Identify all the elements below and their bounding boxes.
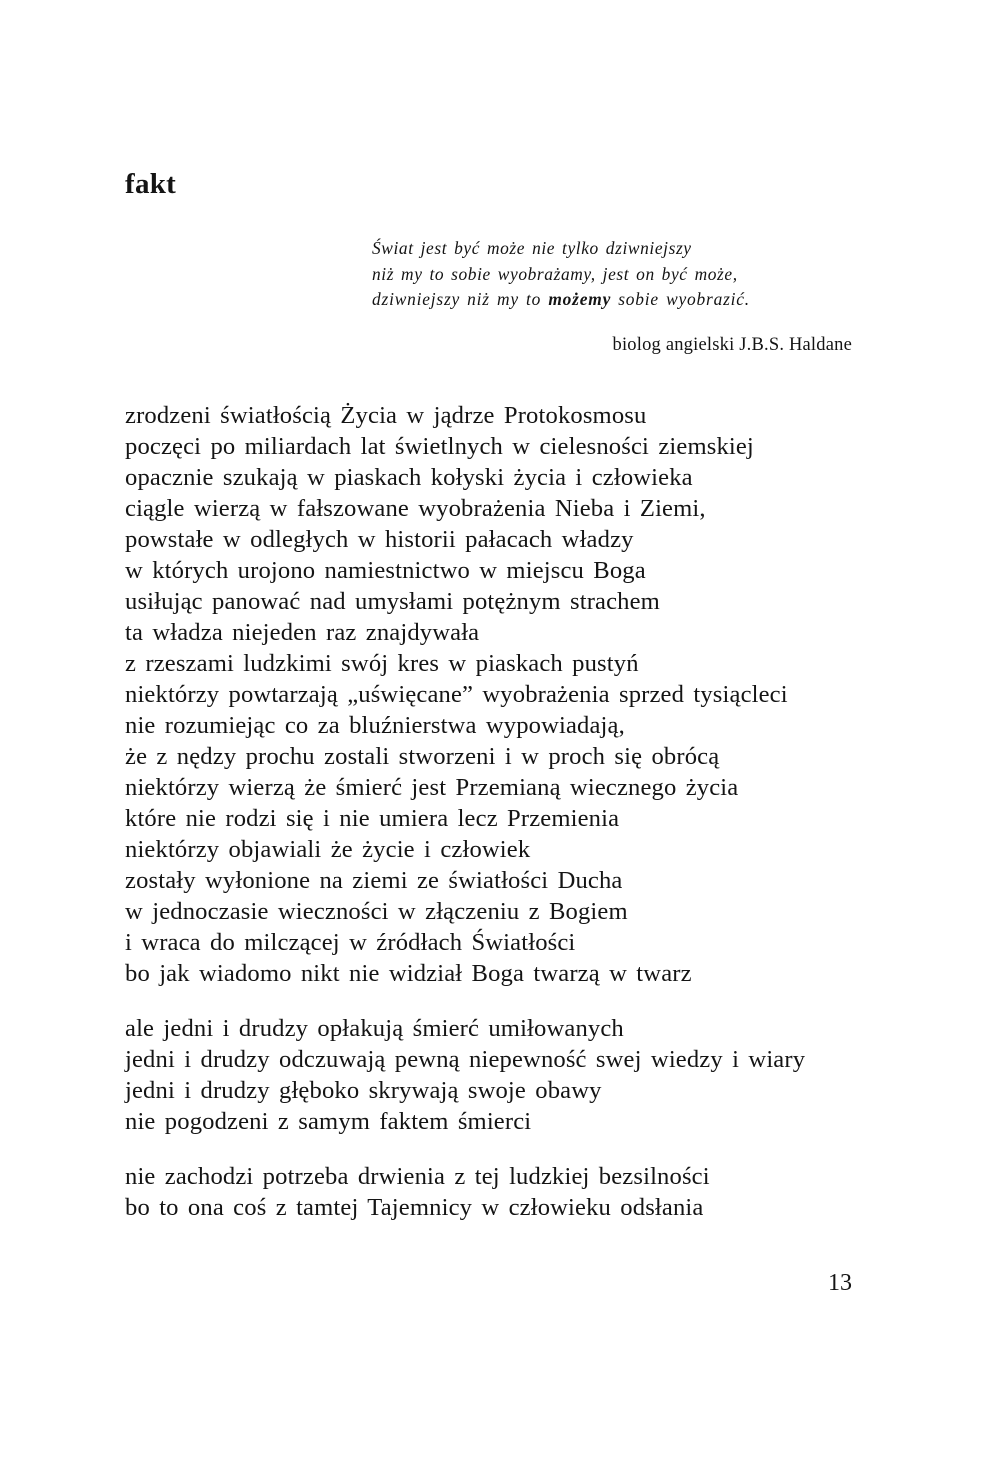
epigraph-line: Świat jest być może nie tylko dziwniejszy (372, 238, 692, 258)
verse-line: jedni i drudzy odczuwają pewną niepewność swej wiedzy i wiary (125, 1046, 806, 1073)
epigraph-text: dziwniejszy niż my to (372, 289, 549, 309)
epigraph-attribution: biolog angielski J.B.S. Haldane (612, 335, 852, 355)
verse-line: jedni i drudzy głęboko skrywają swoje obawy (125, 1077, 602, 1104)
epigraph-text: sobie wyobrazić. (611, 289, 750, 309)
epigraph-line (372, 287, 842, 313)
stanza (125, 1013, 865, 1137)
verse-line: bo jak wiadomo nikt nie widział Boga twarzą w twarz (125, 960, 692, 987)
verse-line: niektórzy objawiali że życie i człowiek (125, 836, 531, 863)
verse-line: ale jedni i drudzy opłakują śmierć umiłowanych (125, 1015, 624, 1042)
verse-line: powstałe w odległych w historii pałacach władzy (125, 526, 634, 553)
verse-line: ciągle wierzą w fałszowane wyobrażenia Nieba i Ziemi, (125, 495, 706, 522)
verse-line: w których urojono namiestnictwo w miejscu Boga (125, 557, 646, 584)
verse-line: bo to ona coś z tamtej Tajemnicy w człowieku odsłania (125, 1194, 704, 1221)
verse-line: z rzeszami ludzkimi swój kres w piaskach pustyń (125, 650, 639, 677)
verse-line: zrodzeni światłością Życia w jądrze Protokosmosu (125, 402, 647, 429)
page-number: 13 (828, 1270, 852, 1296)
verse-line: nie zachodzi potrzeba drwienia z tej ludzkiej bezsilności (125, 1163, 710, 1190)
poem-body (125, 400, 865, 1247)
verse-line: i wraca do milczącej w źródłach Światłości (125, 929, 576, 956)
verse-line: że z nędzy prochu zostali stworzeni i w proch się obrócą (125, 743, 720, 770)
verse-line: zostały wyłonione na ziemi ze światłości Ducha (125, 867, 623, 894)
verse-line: które nie rodzi się i nie umiera lecz Przemienia (125, 805, 620, 832)
epigraph-line: niż my to sobie wyobrażamy, jest on być może, (372, 263, 738, 284)
verse-line: nie pogodzeni z samym faktem śmierci (125, 1108, 532, 1135)
verse-line: opacznie szukają w piaskach kołyski życia i człowieka (125, 464, 693, 491)
verse-line: w jednoczasie wieczności w złączeniu z Bogiem (125, 898, 628, 925)
verse-line: usiłując panować nad umysłami potężnym strachem (125, 588, 660, 615)
verse-line: niektórzy wierzą że śmierć jest Przemianą wiecznego życia (125, 774, 739, 801)
stanza (125, 400, 865, 989)
stanza (125, 1161, 865, 1223)
verse-line: ta władza niejeden raz znajdywała (125, 619, 480, 646)
epigraph-emphasis: możemy (548, 289, 612, 309)
verse-line: nie rozumiejąc co za bluźnierstwa wypowiadają, (125, 712, 625, 739)
epigraph (372, 236, 842, 313)
verse-line: poczęci po miliardach lat świetlnych w cielesności ziemskiej (125, 433, 754, 460)
poem-title: fakt (125, 168, 177, 200)
verse-line: niektórzy powtarzają „uświęcane” wyobrażenia sprzed tysiącleci (125, 681, 788, 708)
